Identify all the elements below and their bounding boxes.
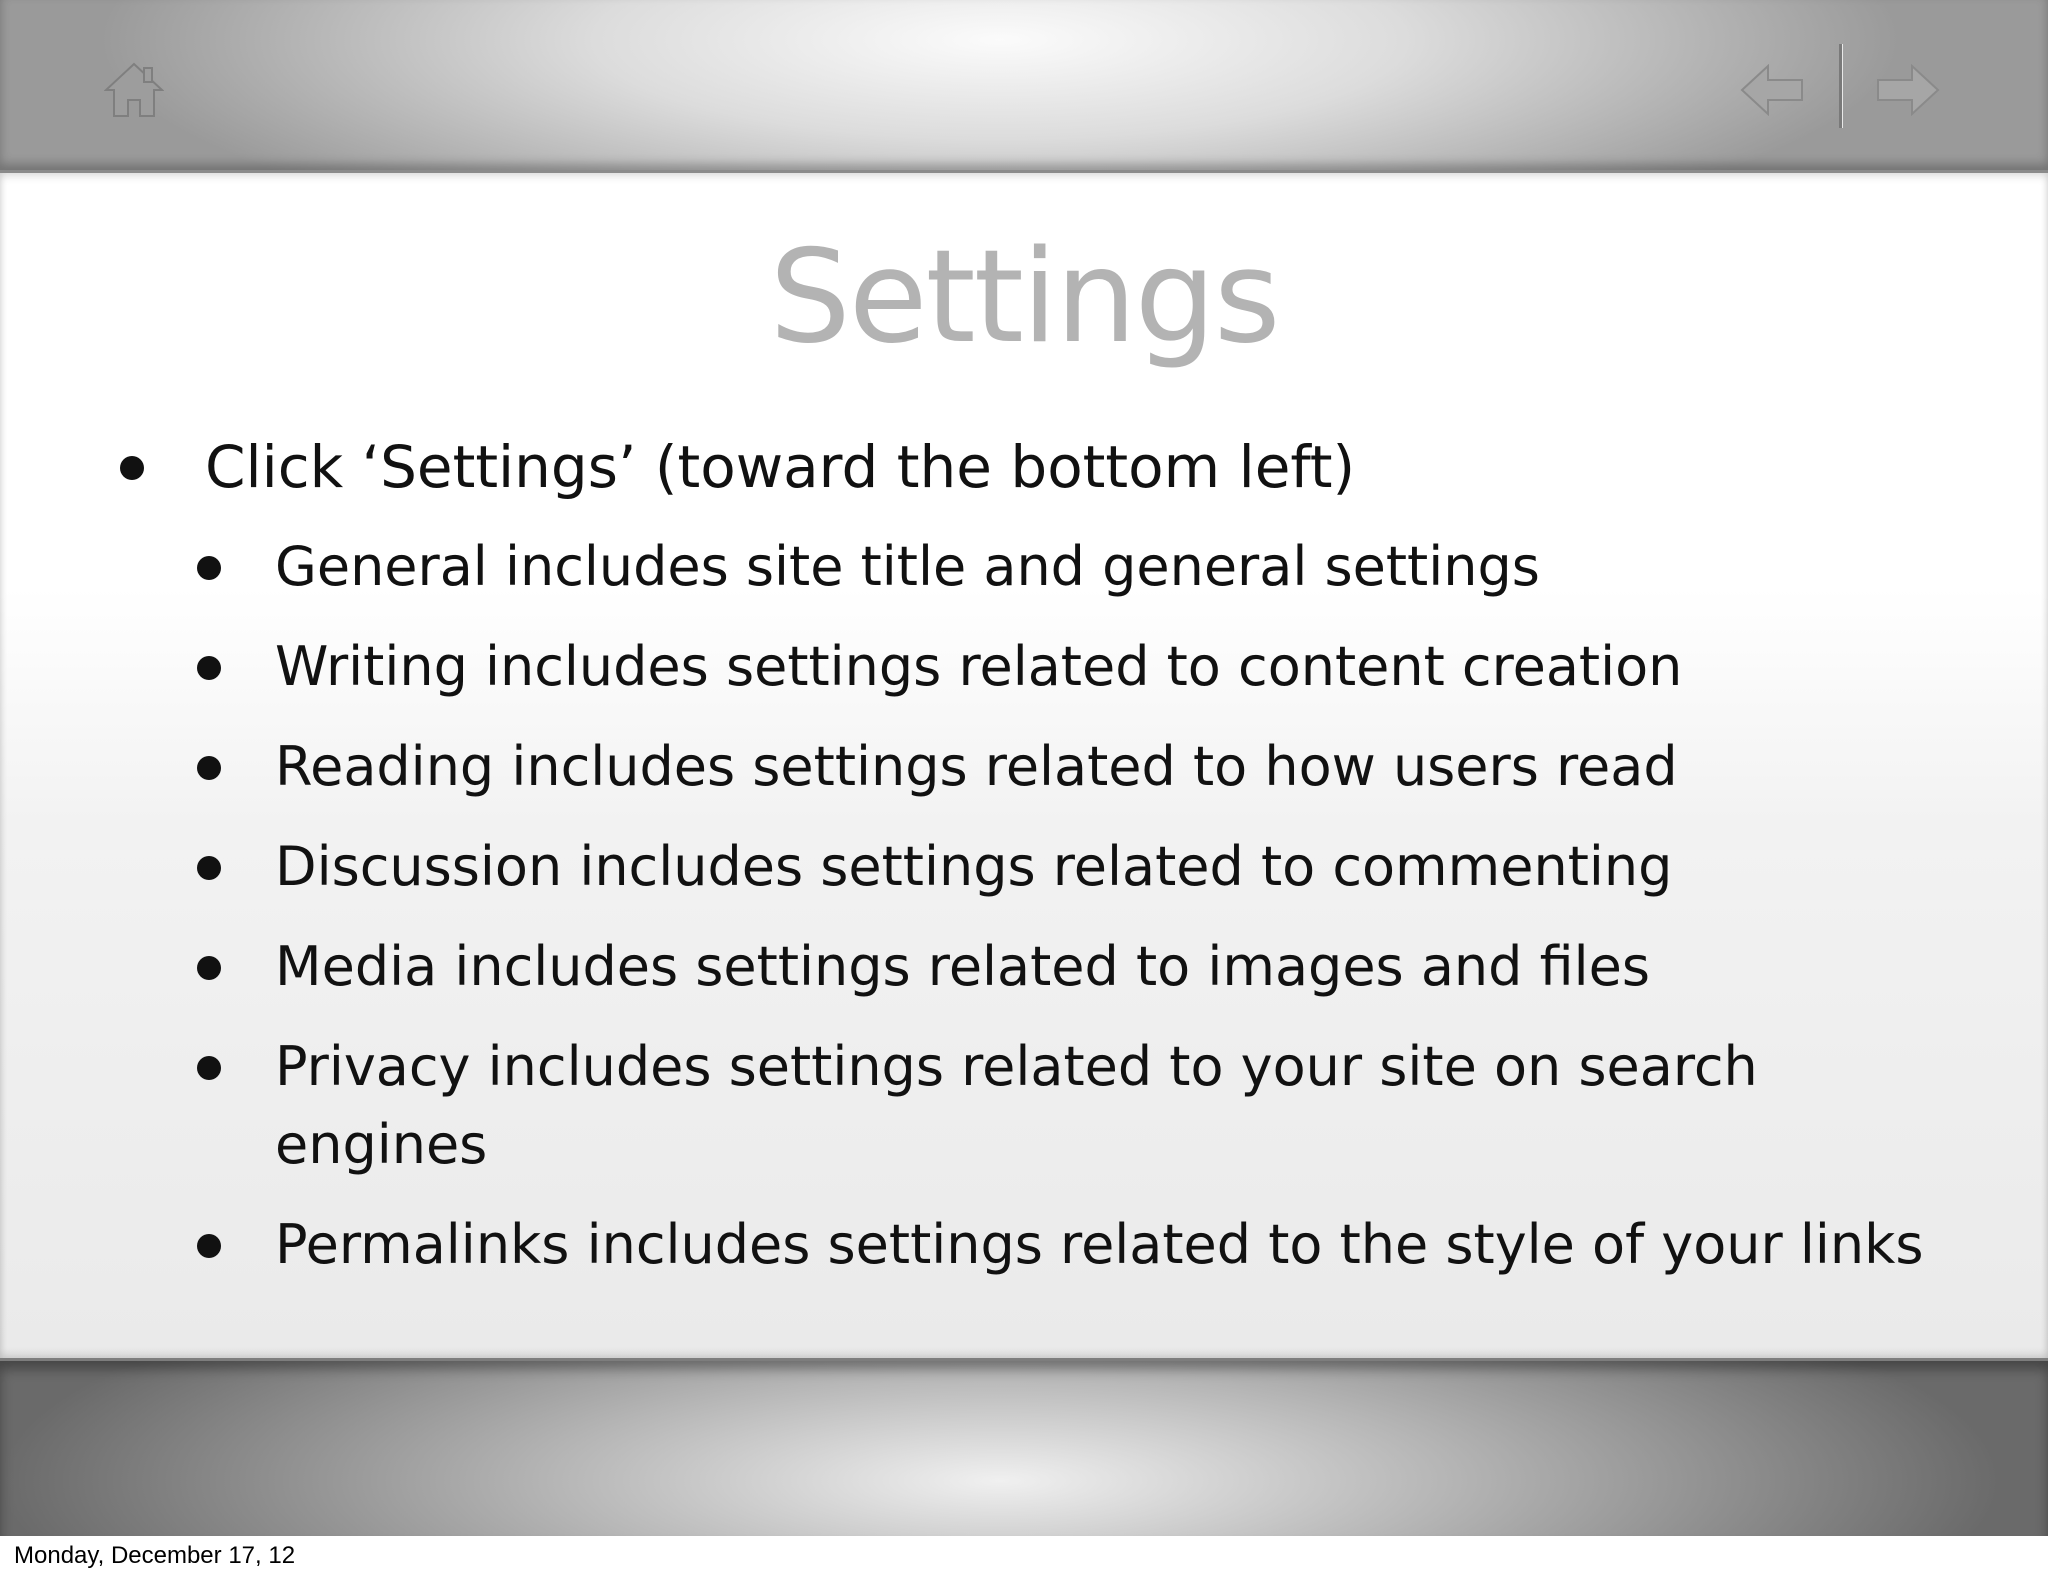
home-icon[interactable] [104,62,164,118]
nav-divider [1839,44,1842,128]
slide-title: Settings [769,223,1279,372]
bullet-item [275,928,1650,1006]
bullet-text: General includes site title and general settings [275,535,1540,598]
bullet-item [275,528,1540,606]
arrow-left-icon[interactable] [1740,64,1804,116]
bullet-item [275,828,1672,906]
bullet-text: Writing includes settings related to content creation [275,635,1683,698]
bullet-item [275,1206,1923,1284]
bullet-item [205,432,1355,502]
bullet-text: Privacy includes settings related to your site on search engines [275,1035,1758,1176]
bullet-text: Discussion includes settings related to commenting [275,835,1673,898]
bullet-dot [197,1234,221,1258]
bullet-text: Permalinks includes settings related to the style of your links [275,1213,1924,1276]
bullet-dot [197,1056,221,1080]
bullet-dot [120,456,144,480]
bullet-dot [197,656,221,680]
date-label: Monday, December 17, 12 [14,1542,296,1569]
bullet-dot [197,556,221,580]
bullet-item [275,628,1682,706]
bullet-text: Click ‘Settings’ (toward the bottom left) [205,433,1356,501]
arrow-right-icon[interactable] [1876,64,1940,116]
bullet-text: Reading includes settings related to how users read [275,735,1678,798]
bottom-toolbar [0,1358,2048,1536]
slide-navigation [1740,44,1940,134]
bullet-dot [197,956,221,980]
bullet-dot [197,756,221,780]
top-toolbar [0,0,2048,173]
bullet-text: Media includes settings related to images and files [275,935,1650,998]
bullet-item [275,728,1678,806]
bullet-dot [197,856,221,880]
bullet-item [275,1028,1835,1184]
